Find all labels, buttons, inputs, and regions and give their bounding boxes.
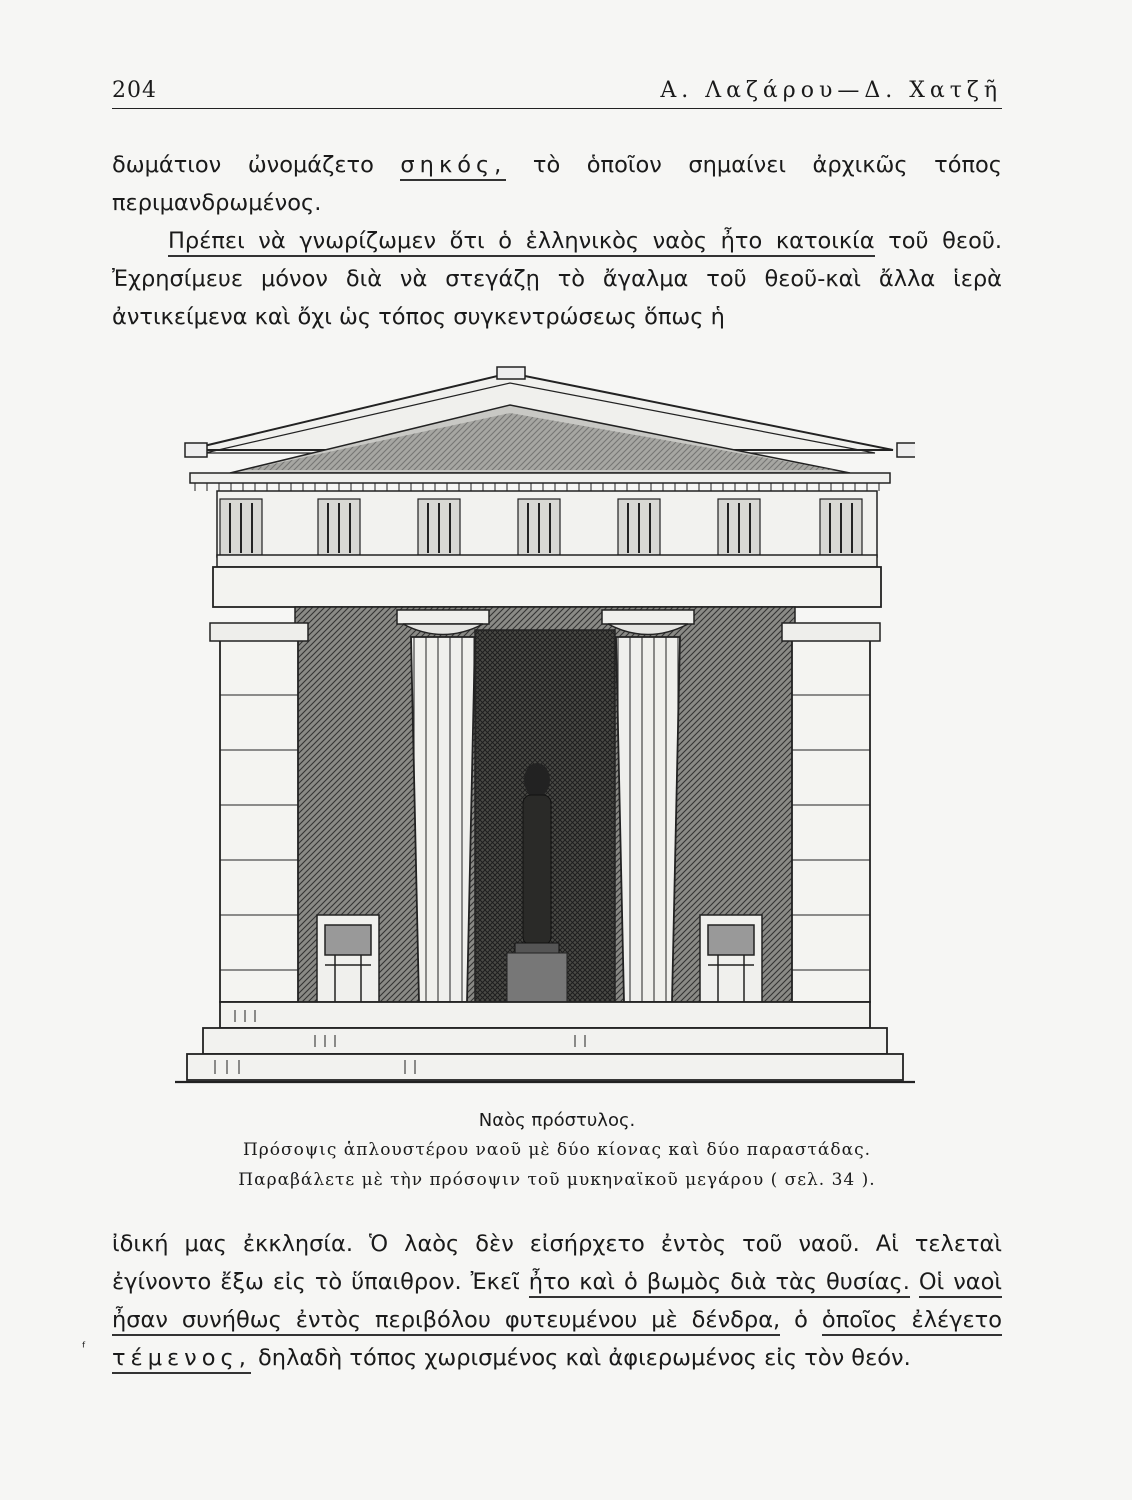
underlined-called: ὁποῖος ἐλέγετο (822, 1307, 1002, 1336)
running-head: Α. Λαζάρου—Δ. Χατζῆ (660, 78, 1002, 103)
anta-left (210, 623, 308, 1002)
underlined-statement: Πρέπει νὰ γνωρίζωμεν ὅτι ὁ ἑλληνικὸς ναὸς ἦτο κατοικία (168, 228, 875, 257)
text-run: ὁ (780, 1307, 822, 1333)
text-run: δηλαδὴ τόπος χωρισμένος καὶ ἀφιερωμένος εἰς τὸν θεόν. (250, 1345, 911, 1371)
text-run: τοῦ θεοῦ. Ἐχρησίμευε μόνον διὰ νὰ στεγάζῃ τὸ ἄγαλμα τοῦ θεοῦ-καὶ ἄλλα ἱερὰ ἀντικείμενα καὶ ὄχι ὡς τόπος συγκεντρώσεως ὅπως ἡ (112, 228, 1003, 330)
page-header (112, 78, 1002, 109)
top-text-block (112, 146, 1002, 336)
cella-wall (295, 607, 795, 1002)
temple-illustration (175, 355, 915, 1095)
text-run: ἰδική μας ἐκκλησία. Ὁ λαὸς δὲν εἰσήρχετο ἐντὸς τοῦ ναοῦ. Αἱ τελεταὶ ἐγίνοντο ἔξω εἰς τὸ ὕπαιθρον. Ἐκεῖ (112, 1231, 1002, 1295)
term-sekos: σηκός, (400, 152, 506, 181)
anta-right (782, 623, 880, 1002)
architrave (213, 567, 881, 607)
pediment (185, 367, 915, 491)
term-temenos: τέμενος, (112, 1345, 251, 1374)
figure-caption-title: Ναὸς πρόστυλος. (478, 1110, 636, 1131)
figure-caption-line1: Πρόσοψις ἁπλουστέρου ναοῦ μὲ δύο κίονας καὶ δύο παραστάδας. (242, 1140, 872, 1160)
underlined-altar: ἦτο καὶ ὁ βωμὸς διὰ τὰς θυσίας. (529, 1269, 910, 1298)
text-run: τὸ ὁποῖον σημαίνει ἀρχικῶς τόπος περιμανδρωμένος. (112, 152, 1002, 216)
page-number: 204 (112, 78, 157, 103)
underlined-enclosure: Οἱ ναοὶ ἦσαν συνήθως ἐντὸς περιβόλου φυτευμένου μὲ δένδρα, (112, 1269, 1002, 1336)
frieze (217, 491, 877, 567)
figure-caption-line2: Παραβάλετε μὲ τὴν πρόσοψιν τοῦ μυκηναϊκοῦ μεγάρου ( σελ. 34 ). (238, 1170, 876, 1190)
throne-right (700, 915, 762, 1002)
stylobate-steps (175, 1002, 915, 1082)
bottom-text-block (112, 1225, 1002, 1377)
throne-left (317, 915, 379, 1002)
text-run: δωμάτιον ὠνομάζετο (112, 152, 401, 178)
paragraph-sekos (112, 146, 1002, 222)
margin-mark: ᶠ (82, 1340, 87, 1356)
paragraph-rituals (112, 1225, 1002, 1377)
paragraph-temple-dwelling (112, 222, 1002, 336)
